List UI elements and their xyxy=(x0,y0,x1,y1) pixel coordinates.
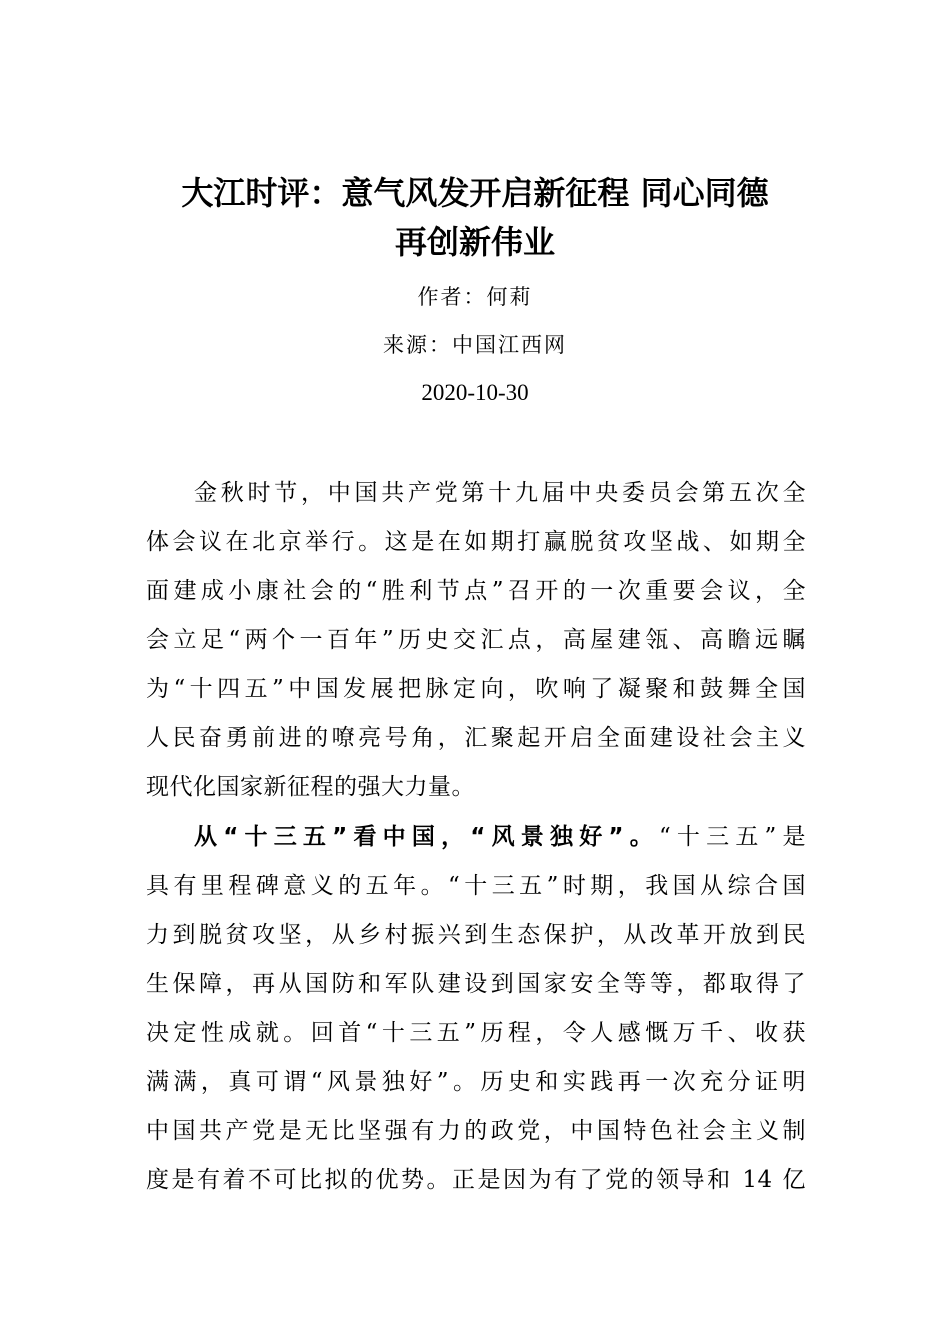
paragraph-1 xyxy=(146,469,806,812)
paragraph-line: 会立足“两个一百年”历史交汇点，高屋建瓴、高瞻远瞩 xyxy=(146,627,806,653)
paragraph-line: 度是有着不可比拟的优势。正是因为有了党的领导和 14 亿 xyxy=(146,1167,806,1193)
article-author: 作者：何莉 xyxy=(417,285,533,309)
paragraph-line: 具有里程碑意义的五年。“十三五”时期，我国从综合国 xyxy=(146,873,806,899)
paragraph-line: 决定性成就。回首“十三五”历程，令人感慨万千、收获 xyxy=(146,1020,806,1046)
article-source: 来源：中国江西网 xyxy=(383,333,567,357)
paragraph-line: 面建成小康社会的“胜利节点”召开的一次重要会议，全 xyxy=(146,578,806,604)
paragraph-line: 人民奋勇前进的嘹亮号角，汇聚起开启全面建设社会主义 xyxy=(146,725,806,751)
paragraph-line: 力到脱贫攻坚，从乡村振兴到生态保护，从改革开放到民 xyxy=(146,922,806,948)
paragraph-line: 为“十四五”中国发展把脉定向，吹响了凝聚和鼓舞全国 xyxy=(146,676,806,702)
paragraph-line: 体会议在北京举行。这是在如期打赢脱贫攻坚战、如期全 xyxy=(146,529,806,555)
paragraph-line: 金秋时节，中国共产党第十九届中央委员会第五次全 xyxy=(194,480,806,506)
paragraph-2 xyxy=(146,813,806,1205)
paragraph-line: 中国共产党是无比坚强有力的政党，中国特色社会主义制 xyxy=(146,1118,806,1144)
first-line-rest: “十三五”是 xyxy=(658,824,806,850)
article-title-line-1: 大江时评：意气风发开启新征程 同心同德 xyxy=(181,174,769,212)
paragraph-first-line xyxy=(146,813,806,862)
paragraph-line: 现代化国家新征程的强大力量。 xyxy=(146,774,475,800)
article-date: 2020-10-30 xyxy=(421,380,529,405)
article-title-line-2: 再创新伟业 xyxy=(394,223,555,261)
bold-lead-sentence: 从“十三五”看中国，“风景独好”。 xyxy=(194,824,659,850)
paragraph-line: 满满，真可谓“风景独好”。历史和实践再一次充分证明 xyxy=(146,1069,806,1095)
paragraph-line: 生保障，再从国防和军队建设到国家安全等等，都取得了 xyxy=(146,971,806,997)
